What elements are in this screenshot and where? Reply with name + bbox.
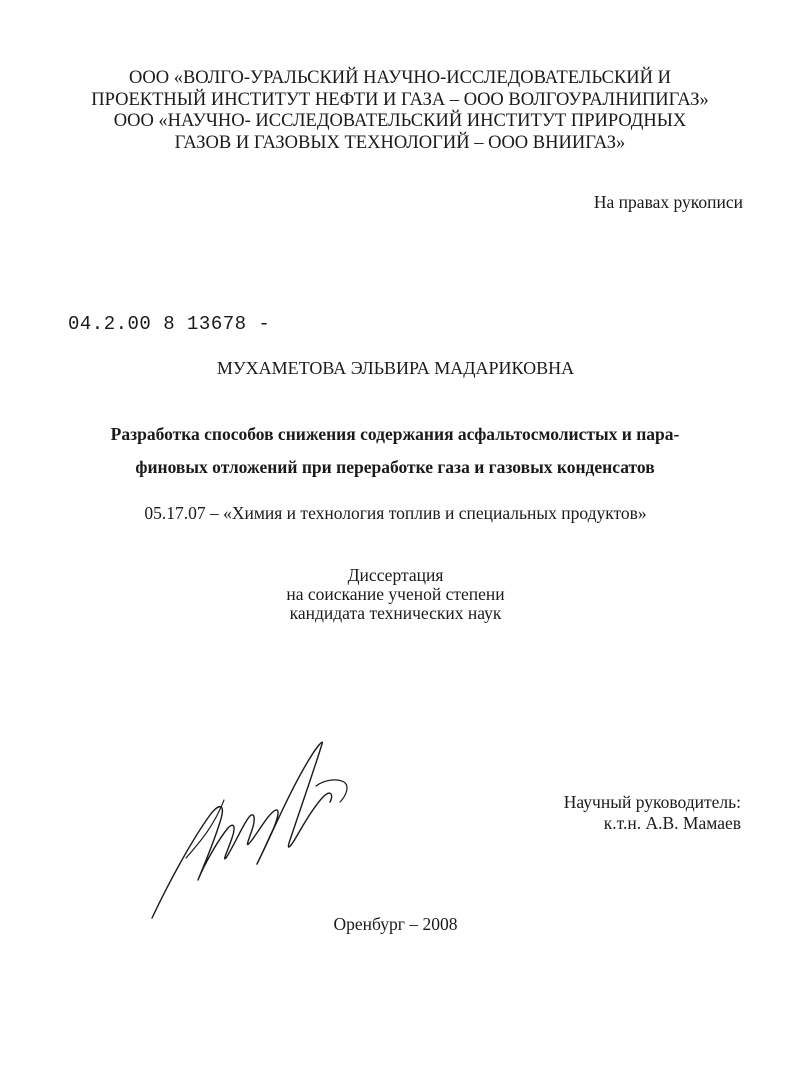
header-line: ПРОЕКТНЫЙ ИНСТИТУТ НЕФТИ И ГАЗА – ООО ВОЛГОУРАЛНИПИГАЗ» — [91, 89, 709, 110]
author-name: МУХАМЕТОВА ЭЛЬВИРА МАДАРИКОВНА — [216, 358, 575, 378]
place-and-year: Оренбург – 2008 — [333, 914, 458, 934]
degree-line: на соискание ученой степени — [286, 584, 505, 604]
header-line: ООО «ВОЛГО-УРАЛЬСКИЙ НАУЧНО-ИССЛЕДОВАТЕЛЬСКИЙ И — [128, 68, 671, 88]
handwritten-signature — [140, 730, 370, 930]
specialty-code: 05.17.07 – «Химия и технология топлив и специальных продуктов» — [144, 503, 647, 523]
degree-line: кандидата технических наук — [289, 603, 502, 623]
degree-line: Диссертация — [347, 565, 444, 585]
header-line: ООО «НАУЧНО- ИССЛЕДОВАТЕЛЬСКИЙ ИНСТИТУТ ПРИРОДНЫХ — [113, 111, 687, 131]
institution-header — [60, 68, 740, 154]
degree-statement — [0, 566, 791, 623]
manuscript-rights: На правах рукописи — [593, 192, 743, 212]
supervisor-role: Научный руководитель: — [563, 792, 741, 812]
title-line: Разработка способов снижения содержания асфальтосмолистых и пара- — [110, 424, 680, 444]
dissertation-title — [50, 418, 740, 484]
scientific-supervisor — [564, 792, 741, 834]
supervisor-name: к.т.н. А.В. Мамаев — [603, 813, 741, 833]
catalog-code: 04.2.00 8 13678 - — [68, 313, 271, 335]
header-line: ГАЗОВ И ГАЗОВЫХ ТЕХНОЛОГИЙ – ООО ВНИИГАЗ» — [174, 132, 626, 153]
title-line: финовых отложений при переработке газа и газовых конденсатов — [135, 457, 655, 477]
